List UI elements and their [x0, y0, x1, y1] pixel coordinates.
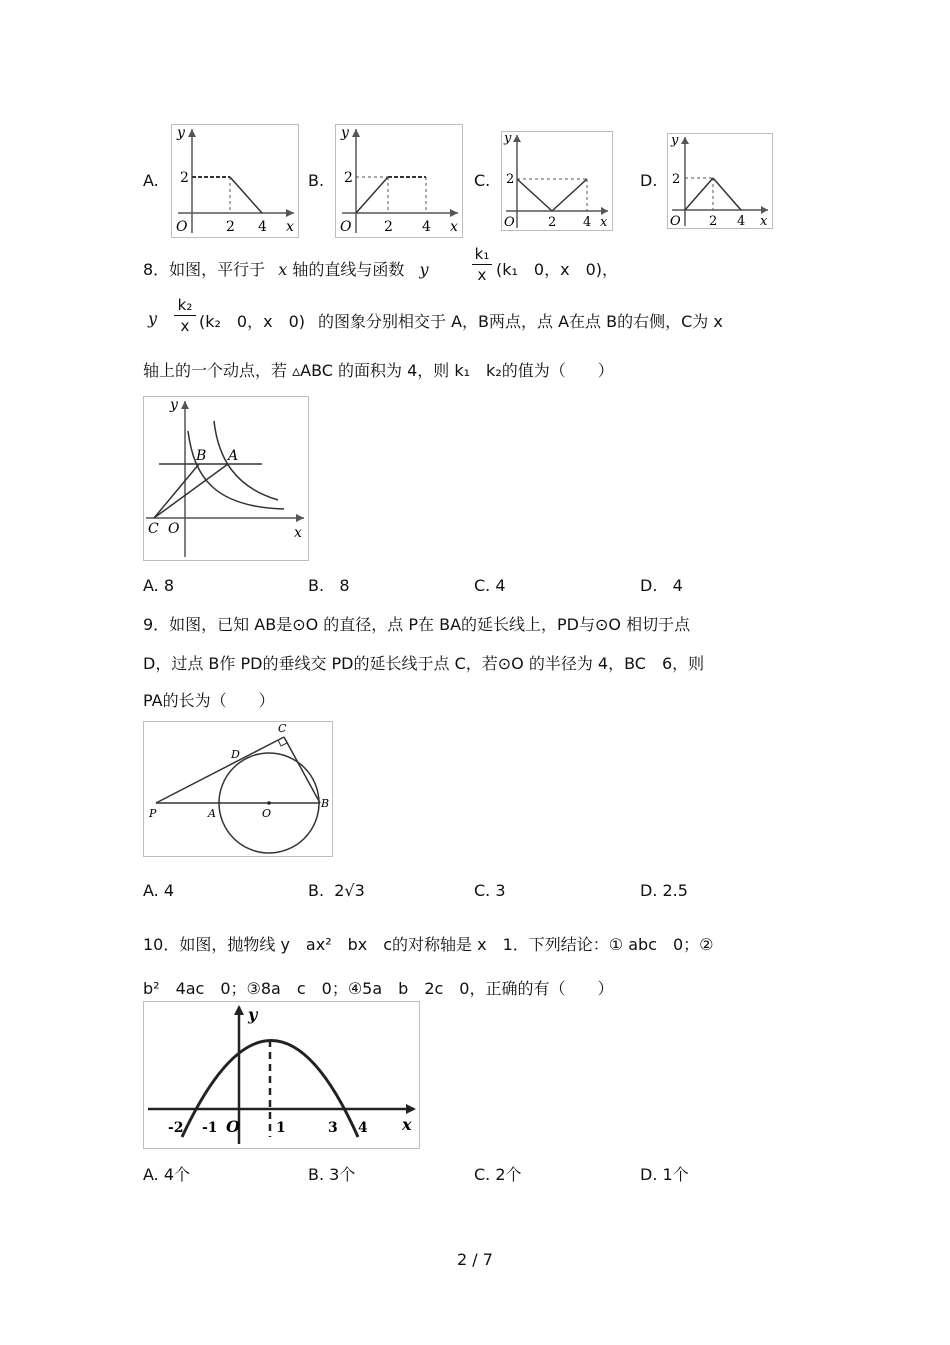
y-axis-label: y	[170, 397, 178, 413]
q7-graph-c	[501, 131, 613, 231]
q8-frac2-denominator: x	[180, 317, 190, 335]
x-tick-2: 2	[226, 219, 235, 235]
page-number: 2 / 7	[457, 1250, 493, 1269]
q8-line3-text: 轴上的一个动点，若 ▵ABC 的面积为 4，则 k₁ k₂的值为（ ）	[143, 361, 614, 380]
q10-line1: 10．如图，抛物线 y ax² bx c的对称轴是 x 1．下列结论：① abc 0；②	[143, 935, 714, 954]
q8-line2-y: y	[148, 309, 158, 328]
q10-option-a: A. 4个	[143, 1165, 191, 1184]
q10-option-d: D. 1个	[640, 1165, 689, 1184]
y-axis-label: y	[177, 125, 185, 141]
q7-option-b-label: B.	[308, 171, 325, 190]
y-tick-2: 2	[180, 170, 189, 186]
q9-option-a: A. 4	[143, 881, 175, 900]
q8-option-b: B. 8	[308, 576, 350, 595]
y-axis-label: y	[248, 1005, 258, 1024]
origin-label: O	[176, 219, 188, 235]
tick-minus-2: -2	[168, 1120, 184, 1136]
x-tick-2: 2	[384, 219, 393, 235]
point-p-label: P	[149, 807, 157, 820]
q10-line2: b² 4ac 0；③8a c 0；④5a b 2c 0，正确的有（ ）	[143, 979, 614, 998]
q8-option-a: A. 8	[143, 576, 175, 595]
q8-line1-x: x	[278, 260, 288, 279]
q8-line1-pre: 8．如图，平行于	[143, 260, 266, 279]
y-axis-label: y	[671, 134, 679, 148]
x-tick-4: 4	[737, 214, 746, 228]
origin-label: O	[504, 215, 515, 230]
x-tick-4: 4	[258, 219, 267, 235]
q8-option-d: D. 4	[640, 576, 683, 595]
origin-label: O	[340, 219, 352, 235]
x-tick-4: 4	[422, 219, 431, 235]
x-axis-label: x	[450, 219, 458, 235]
x-axis-label: x	[286, 219, 294, 235]
tick-1: 1	[276, 1120, 286, 1136]
x-tick-2: 2	[709, 214, 718, 228]
point-a-label: A	[228, 448, 239, 464]
tick-minus-1: -1	[202, 1120, 218, 1136]
q8-fraction-2	[174, 296, 196, 335]
q7-option-c-label: C.	[474, 171, 491, 190]
q8-line2-condition: (k₂ 0，x 0)	[199, 312, 305, 331]
tick-4: 4	[358, 1120, 368, 1136]
x-axis-label: x	[294, 525, 302, 541]
y-tick-2: 2	[344, 170, 353, 186]
y-tick-2: 2	[506, 172, 515, 187]
origin-label: O	[226, 1117, 240, 1136]
q8-line2-text: 的图象分别相交于 A，B两点，点 A在点 B的右侧，C为 x	[318, 312, 723, 331]
x-tick-4: 4	[583, 215, 592, 230]
y-axis-label: y	[504, 132, 512, 146]
q8-frac1-numerator: k₁	[474, 245, 490, 263]
point-c-label: C	[278, 722, 287, 735]
q8-fraction-1	[472, 245, 492, 284]
point-b-label: B	[321, 797, 330, 810]
x-axis-label: x	[402, 1115, 412, 1134]
x-tick-2: 2	[548, 215, 557, 230]
q9-line1: 9．如图，已知 AB是⊙O 的直径，点 P在 BA的延长线上，PD与⊙O 相切于点	[143, 615, 691, 634]
q7-option-a-label: A.	[143, 171, 159, 190]
center-o-label: O	[262, 807, 272, 820]
x-axis-label: x	[760, 214, 768, 228]
y-axis-label: y	[341, 125, 349, 141]
y-tick-2: 2	[672, 172, 681, 187]
point-a-label: A	[208, 807, 216, 820]
q9-figure	[143, 721, 333, 857]
point-d-label: D	[231, 748, 240, 761]
q9-option-b: B. 2√3	[308, 881, 365, 900]
q7-graph-b	[335, 124, 463, 238]
q9-option-c: C. 3	[474, 881, 506, 900]
q7-graph-d	[667, 133, 773, 229]
q8-line1-y: y	[419, 260, 429, 279]
q8-line1-mid: 轴的直线与函数	[292, 260, 405, 279]
q9-option-d: D. 2.5	[640, 881, 688, 900]
q8-frac2-numerator: k₂	[177, 296, 193, 314]
q10-option-b: B. 3个	[308, 1165, 356, 1184]
q9-line3: PA的长为（ ）	[143, 691, 275, 710]
origin-label: O	[670, 214, 681, 228]
q8-text-line1-prefix	[143, 257, 429, 280]
x-axis-label: x	[600, 215, 608, 230]
q8-frac1-denominator: x	[477, 266, 487, 284]
q10-figure	[143, 1001, 420, 1149]
q8-option-c: C. 4	[474, 576, 506, 595]
q8-line1-condition: (k₁ 0，x 0)，	[496, 260, 618, 279]
q7-graph-a	[171, 124, 299, 238]
point-b-label: B	[196, 448, 207, 464]
q9-line2: D，过点 B作 PD的垂线交 PD的延长线于点 C，若⊙O 的半径为 4，BC 6，则	[143, 654, 705, 673]
q7-option-d-label: D.	[640, 171, 658, 190]
origin-label: O	[168, 521, 180, 537]
point-c-label: C	[148, 521, 159, 537]
q8-figure	[143, 396, 309, 561]
q10-option-c: C. 2个	[474, 1165, 522, 1184]
tick-3: 3	[328, 1120, 338, 1136]
